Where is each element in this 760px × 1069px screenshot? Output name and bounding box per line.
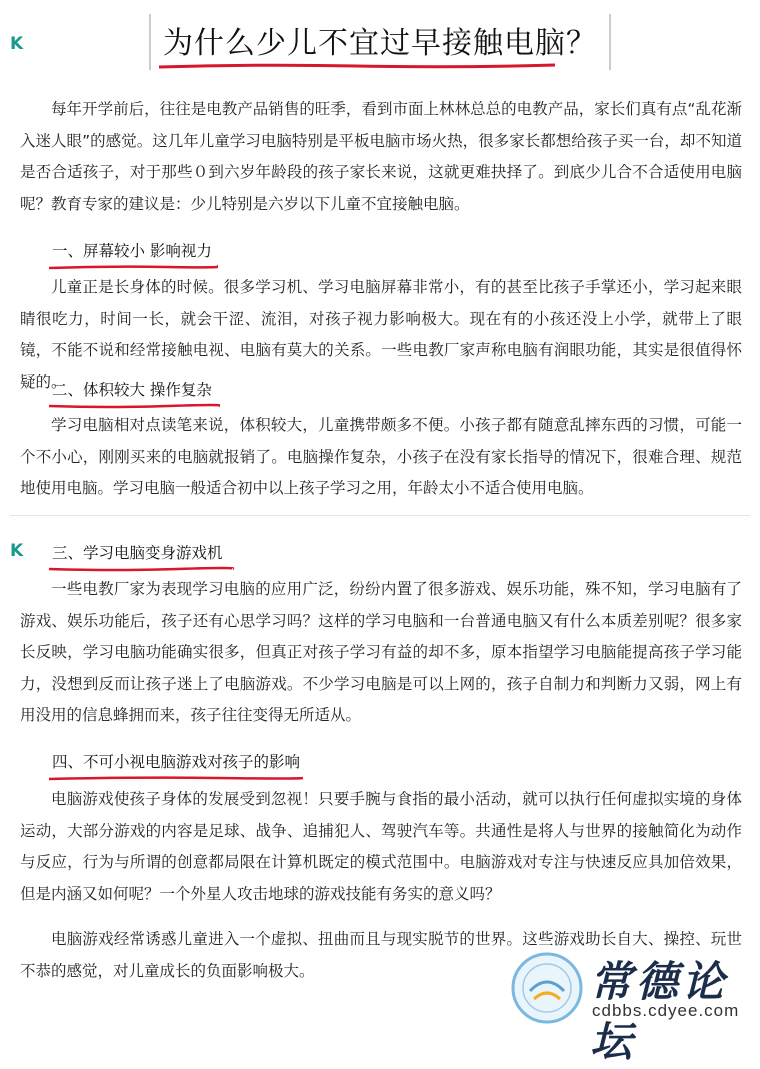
article-title: 为什么少儿不宜过早接触电脑？	[163, 26, 597, 61]
site-url: cdbbs.cdyee.com	[592, 1001, 740, 1020]
title-area	[0, 14, 760, 70]
section-heading-1	[52, 240, 212, 266]
title-box	[149, 14, 611, 70]
section-heading-3	[52, 542, 223, 568]
site-name: 常德论坛	[590, 957, 729, 1066]
intro-paragraph: 每年开学前后，往往是电教产品销售的旺季，看到市面上林林总总的电教产品，家长们真有点“乱花渐入迷人眼”的感觉。这几年儿童学习电脑特别是平板电脑市场火热，很多家长都想给孩子买一台，却不知道是否合适孩子，对于那些０到六岁年龄段的孩子家长来说，这就更难抉择了。到底少儿合不合适使用电脑呢？教育专家的建议是：少儿特别是六岁以下儿童不宜接触电脑。	[20, 100, 742, 213]
heading-underline	[48, 264, 218, 270]
forum-emblem-icon	[510, 951, 584, 1025]
section-2-paragraph: 学习电脑相对点读笔来说，体积较大，儿童携带颇多不便。小孩子都有随意乱摔东西的习惯，可能一个不小心，刚刚买来的电脑就报销了。电脑操作复杂，小孩子在没有家长指导的情况下，很难合理、规范地使用电脑。学习电脑一般适合初中以上孩子学习之用，年龄太小不适合使用电脑。	[20, 416, 742, 497]
corner-mark-icon: 𝗞	[10, 34, 24, 54]
heading-underline	[48, 775, 304, 781]
section-heading-text: 四、不可小视电脑游戏对孩子的影响	[52, 753, 301, 771]
corner-mark-icon: 𝗞	[10, 541, 24, 561]
section-3-paragraph: 一些电教厂家为表现学习电脑的应用广泛，纷纷内置了很多游戏、娱乐功能，殊不知，学习电脑有了游戏、娱乐功能后，孩子还有心思学习吗？这样的学习电脑和一台普通电脑又有什么本质差别呢？很多家长反映，学习电脑功能确实很多，但真正对孩子学习有益的却不多，原本指望学习电脑能提高孩子学习能力，没想到反而让孩子迷上了电脑游戏。不少学习电脑是可以上网的，孩子自制力和判断力又弱，网上有用没用的信息蜂拥而来，孩子往往变得无所适从。	[20, 580, 742, 724]
section-heading-2	[52, 379, 212, 405]
section-1-paragraph: 儿童正是长身体的时候。很多学习机、学习电脑屏幕非常小，有的甚至比孩子手掌还小，学习起来眼睛很吃力，时间一长，就会干涩、流泪，对孩子视力影响极大。现在有的小孩还没上小学，就带上了眼镜，不能不说和经常接触电视、电脑有莫大的关系。一些电教厂家声称电脑有润眼功能，其实是很值得怀疑的。	[20, 278, 742, 391]
section-heading-text: 一、屏幕较小 影响视力	[52, 242, 212, 260]
section-4-paragraph-2: 电脑游戏经常诱惑儿童进入一个虚拟、扭曲而且与现实脱节的世界。这些游戏助长自大、操控、玩世不恭的感觉，对儿童成长的负面影响极大。	[20, 930, 742, 980]
section-heading-text: 二、体积较大 操作复杂	[52, 381, 212, 399]
section-heading-text: 三、学习电脑变身游戏机	[52, 544, 223, 562]
title-underline	[157, 62, 557, 70]
heading-underline	[48, 403, 220, 409]
section-heading-4	[52, 751, 300, 777]
watermark-logo	[510, 949, 750, 1066]
section-4-paragraph-1: 电脑游戏使孩子身体的发展受到忽视！只要手腕与食指的最小活动，就可以执行任何虚拟实境的身体运动，大部分游戏的内容是足球、战争、追捕犯人、驾驶汽车等。共通性是将人与世界的接触简化为动作与反应，行为与所谓的创意都局限在计算机既定的模式范围中。电脑游戏对专注与快速反应具加倍效果，但是内涵又如何呢？一个外星人攻击地球的游戏技能有务实的意义吗？	[20, 790, 742, 903]
heading-underline	[48, 566, 234, 572]
section-divider	[10, 515, 750, 516]
